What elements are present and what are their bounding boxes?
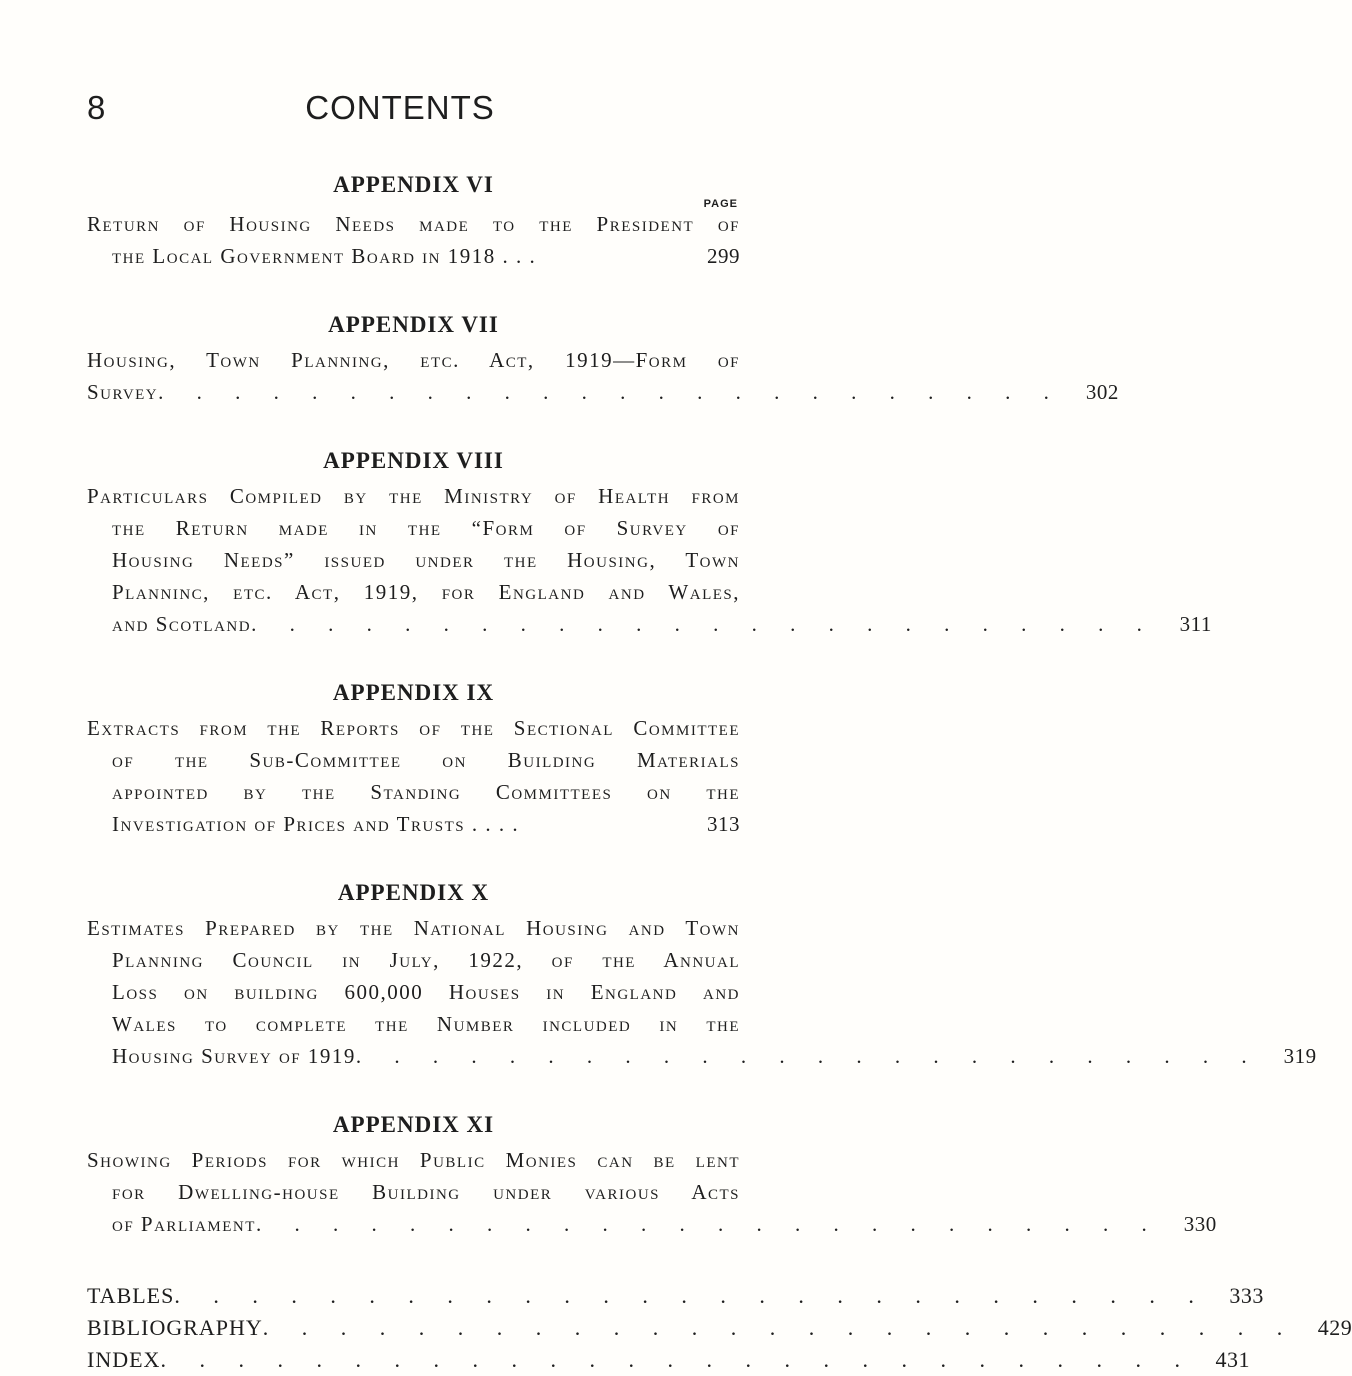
appendix-vi [87, 170, 740, 272]
appendix-ix [87, 678, 740, 840]
entry-line: Survey [87, 380, 159, 404]
entry-line: Housing, Town Planning, etc. Act, 1919—Form of [87, 348, 740, 372]
entry-line: Housing Survey of 1919 [112, 1044, 356, 1068]
page-ref: 311 [1179, 612, 1212, 636]
running-head: CONTENTS [305, 89, 495, 126]
contents-list [87, 170, 1352, 1376]
appendix-entry [87, 1144, 1217, 1240]
appendix-viii [87, 446, 1212, 640]
entry-line: of the Sub-Committee on Building Materials [112, 748, 740, 772]
appendix-xi [87, 1110, 1217, 1240]
page-ref: 429 [1317, 1315, 1352, 1340]
page-column-label: PAGE [703, 198, 738, 210]
page-ref: 313 [707, 812, 740, 836]
dot-leader: . . . . . . . . . . . . . . . . . . . . . . . . [158, 380, 1063, 404]
entry-line: Housing Needs” issued under the Housing, Town [112, 548, 740, 572]
entry-last-line [87, 1040, 1317, 1072]
appendix-entry [87, 208, 740, 272]
entry-line: Particulars Compiled by the Ministry of Health from [87, 484, 740, 508]
toc-entry-tables [87, 1280, 1264, 1312]
appendix-heading: APPENDIX XI [332, 1112, 495, 1137]
entry-last-line [87, 240, 740, 272]
appendix-entry [87, 712, 740, 840]
entry-line: Showing Periods for which Public Monies can be lent [87, 1148, 740, 1172]
appendix-x [87, 878, 1317, 1072]
entry-line: Loss on building 600,000 Houses in England and [112, 980, 740, 1004]
entry-line: appointed by the Standing Committees on the [112, 780, 740, 804]
entry-line: of Parliament [112, 1212, 256, 1236]
page-ref: 330 [1183, 1212, 1217, 1236]
appendix-entry [87, 344, 1119, 408]
entry-line: the Local Government Board in 1918 . . . [112, 244, 537, 268]
page-header [0, 88, 800, 128]
entry-line: Planning Council in July, 1922, of the Annual [112, 948, 740, 972]
entry-last-line [87, 808, 740, 840]
entry-line: and Scotland [112, 612, 252, 636]
entry-line: Estimates Prepared by the National Housing and Town [87, 916, 740, 940]
entry-label: INDEX [87, 1347, 161, 1372]
entry-label: TABLES [87, 1283, 175, 1308]
page-ref: 319 [1283, 1044, 1317, 1068]
page-ref: 302 [1085, 380, 1119, 404]
appendix-heading: APPENDIX IX [332, 680, 495, 705]
entry-line: Return of Housing Needs made to the President of [87, 212, 740, 236]
toc-entry-index [87, 1344, 1250, 1376]
back-matter-list [87, 1280, 1352, 1376]
appendix-heading: APPENDIX VII [328, 312, 499, 337]
dot-leader: . . . . . . . . . . . . . . . . . . . . . . . . . . . [174, 1283, 1208, 1308]
dot-leader: . . . . . . . . . . . . . . . . . . . . . . . . [255, 1212, 1161, 1236]
entry-line: Investigation of Prices and Trusts . . . . [112, 812, 520, 836]
appendix-heading: APPENDIX VIII [323, 448, 504, 473]
appendix-entry [87, 912, 1317, 1072]
appendix-heading: APPENDIX X [337, 880, 490, 905]
appendix-entry [87, 480, 1212, 640]
page-ref: 333 [1229, 1283, 1264, 1308]
dot-leader: . . . . . . . . . . . . . . . . . . . . . . . . . . . [262, 1315, 1297, 1340]
page-ref: 431 [1215, 1347, 1250, 1372]
entry-last-line [87, 1208, 1217, 1240]
entry-line: Planninc, etc. Act, 1919, for England and Wales, [112, 580, 740, 604]
dot-leader: . . . . . . . . . . . . . . . . . . . . . . . . [251, 612, 1156, 636]
entry-last-line [87, 608, 1212, 640]
appendix-heading: APPENDIX VI [333, 172, 494, 197]
page-number: 8 [87, 89, 106, 126]
entry-last-line [87, 376, 1119, 408]
entry-line: Wales to complete the Number included in the [112, 1012, 740, 1036]
entry-line: the Return made in the “Form of Survey of [112, 516, 740, 540]
entry-label: BIBLIOGRAPHY [87, 1315, 263, 1340]
entry-line: Extracts from the Reports of the Sectional Committee [87, 716, 740, 740]
appendix-vii [87, 310, 1119, 408]
dot-leader: . . . . . . . . . . . . . . . . . . . . . . . . [355, 1044, 1261, 1068]
page-ref: 299 [707, 244, 740, 268]
toc-entry-bibliography [87, 1312, 1352, 1344]
entry-line: for Dwelling-house Building under various Acts [112, 1180, 740, 1204]
dot-leader: . . . . . . . . . . . . . . . . . . . . . . . . . . . [160, 1347, 1194, 1372]
